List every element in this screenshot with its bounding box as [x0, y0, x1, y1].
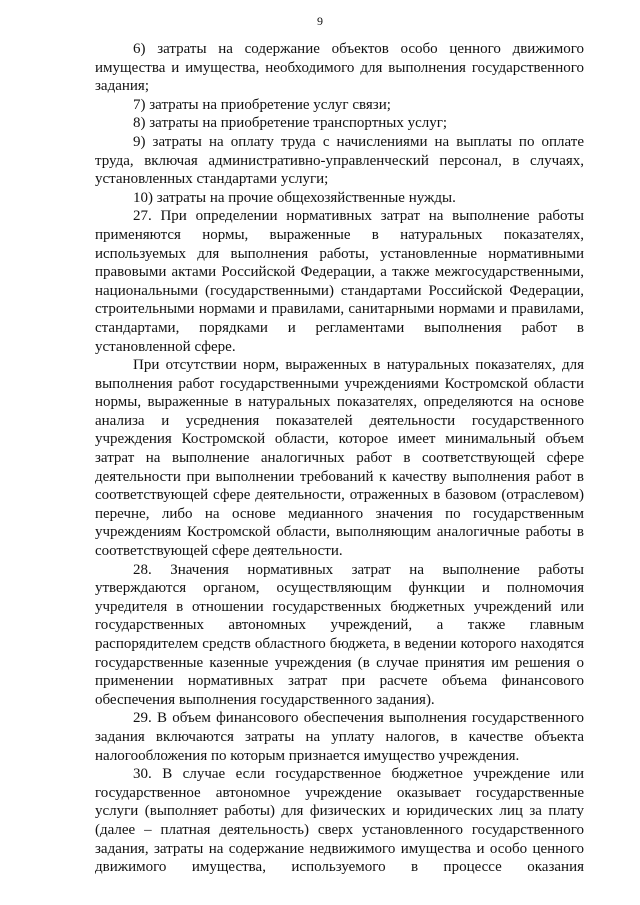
- paragraph-clause-28: 28. Значения нормативных затрат на выполнение работы утверждаются органом, осуществляющим функции и полномочия учредителя в отношении государственных бюджетных учреждений или государственных автономных учреждений, а также главным распорядителем средств областного бюджета, в ведении которого находятся государственные казенные учреждения (в случае принятия им решения о применении нормативных затрат при расчете объема финансового обеспечения выполнения государственного задания).: [95, 561, 584, 708]
- paragraph-clause-27-continued: При отсутствии норм, выраженных в натуральных показателях, для выполнения работ государственными учреждениями Костромской области нормы, выраженные в натуральных показателях, определяются на основе анализа и усреднения показателей деятельности государственного учреждения Костромской области, которое имеет минимальный объем затрат на выполнение аналогичных работ в соответствующей сфере деятельности при выполнении требований к качеству выполнения работ в соответствующей сфере деятельности, отраженных в базовом (отраслевом) перечне, либо на основе медианного значения по государственным учреждениям Костромской области, выполняющим аналогичные работы в соответствующей сфере деятельности.: [95, 357, 584, 560]
- document-body: [95, 40, 584, 877]
- page-number: 9: [317, 14, 323, 28]
- paragraph-clause-30: 30. В случае если государственное бюджетное учреждение или государственное автономное учреждение оказывает государственные услуги (выполняет работы) для физических и юридических лиц за плату (далее – платная деятельность) сверх установленного государственного задания, затраты на содержание недвижимого имущества и особо ценного движимого имущества, используемого в процессе оказания: [95, 766, 584, 876]
- paragraph-clause-27: 27. При определении нормативных затрат на выполнение работы применяются нормы, выраженные в натуральных показателях, используемых для выполнения работы, установленные нормативными правовыми актами Российской Федерации, а также межгосударственными, национальными (государственными) стандартами Российской Федерации, строительными нормами и правилами, санитарными нормами и правилами, стандартами, порядками и регламентами выполнения работ в установленной сфере.: [95, 208, 584, 355]
- paragraph-item-10: 10) затраты на прочие общехозяйственные нужды.: [133, 189, 456, 206]
- paragraph-item-7: 7) затраты на приобретение услуг связи;: [133, 96, 391, 113]
- paragraph-item-6: 6) затраты на содержание объектов особо ценного движимого имущества и имущества, необходимого для выполнения государственного задания;: [95, 41, 584, 95]
- paragraph-clause-29: 29. В объем финансового обеспечения выполнения государственного задания включаются затраты на уплату налогов, в качестве объекта налогообложения по которым признается имущество учреждения.: [95, 710, 584, 764]
- paragraph-item-9: 9) затраты на оплату труда с начислениями на выплаты по оплате труда, включая административно-управленческий персонал, в случаях, установленных стандартами услуги;: [95, 133, 584, 188]
- paragraph-item-8: 8) затраты на приобретение транспортных услуг;: [133, 115, 448, 132]
